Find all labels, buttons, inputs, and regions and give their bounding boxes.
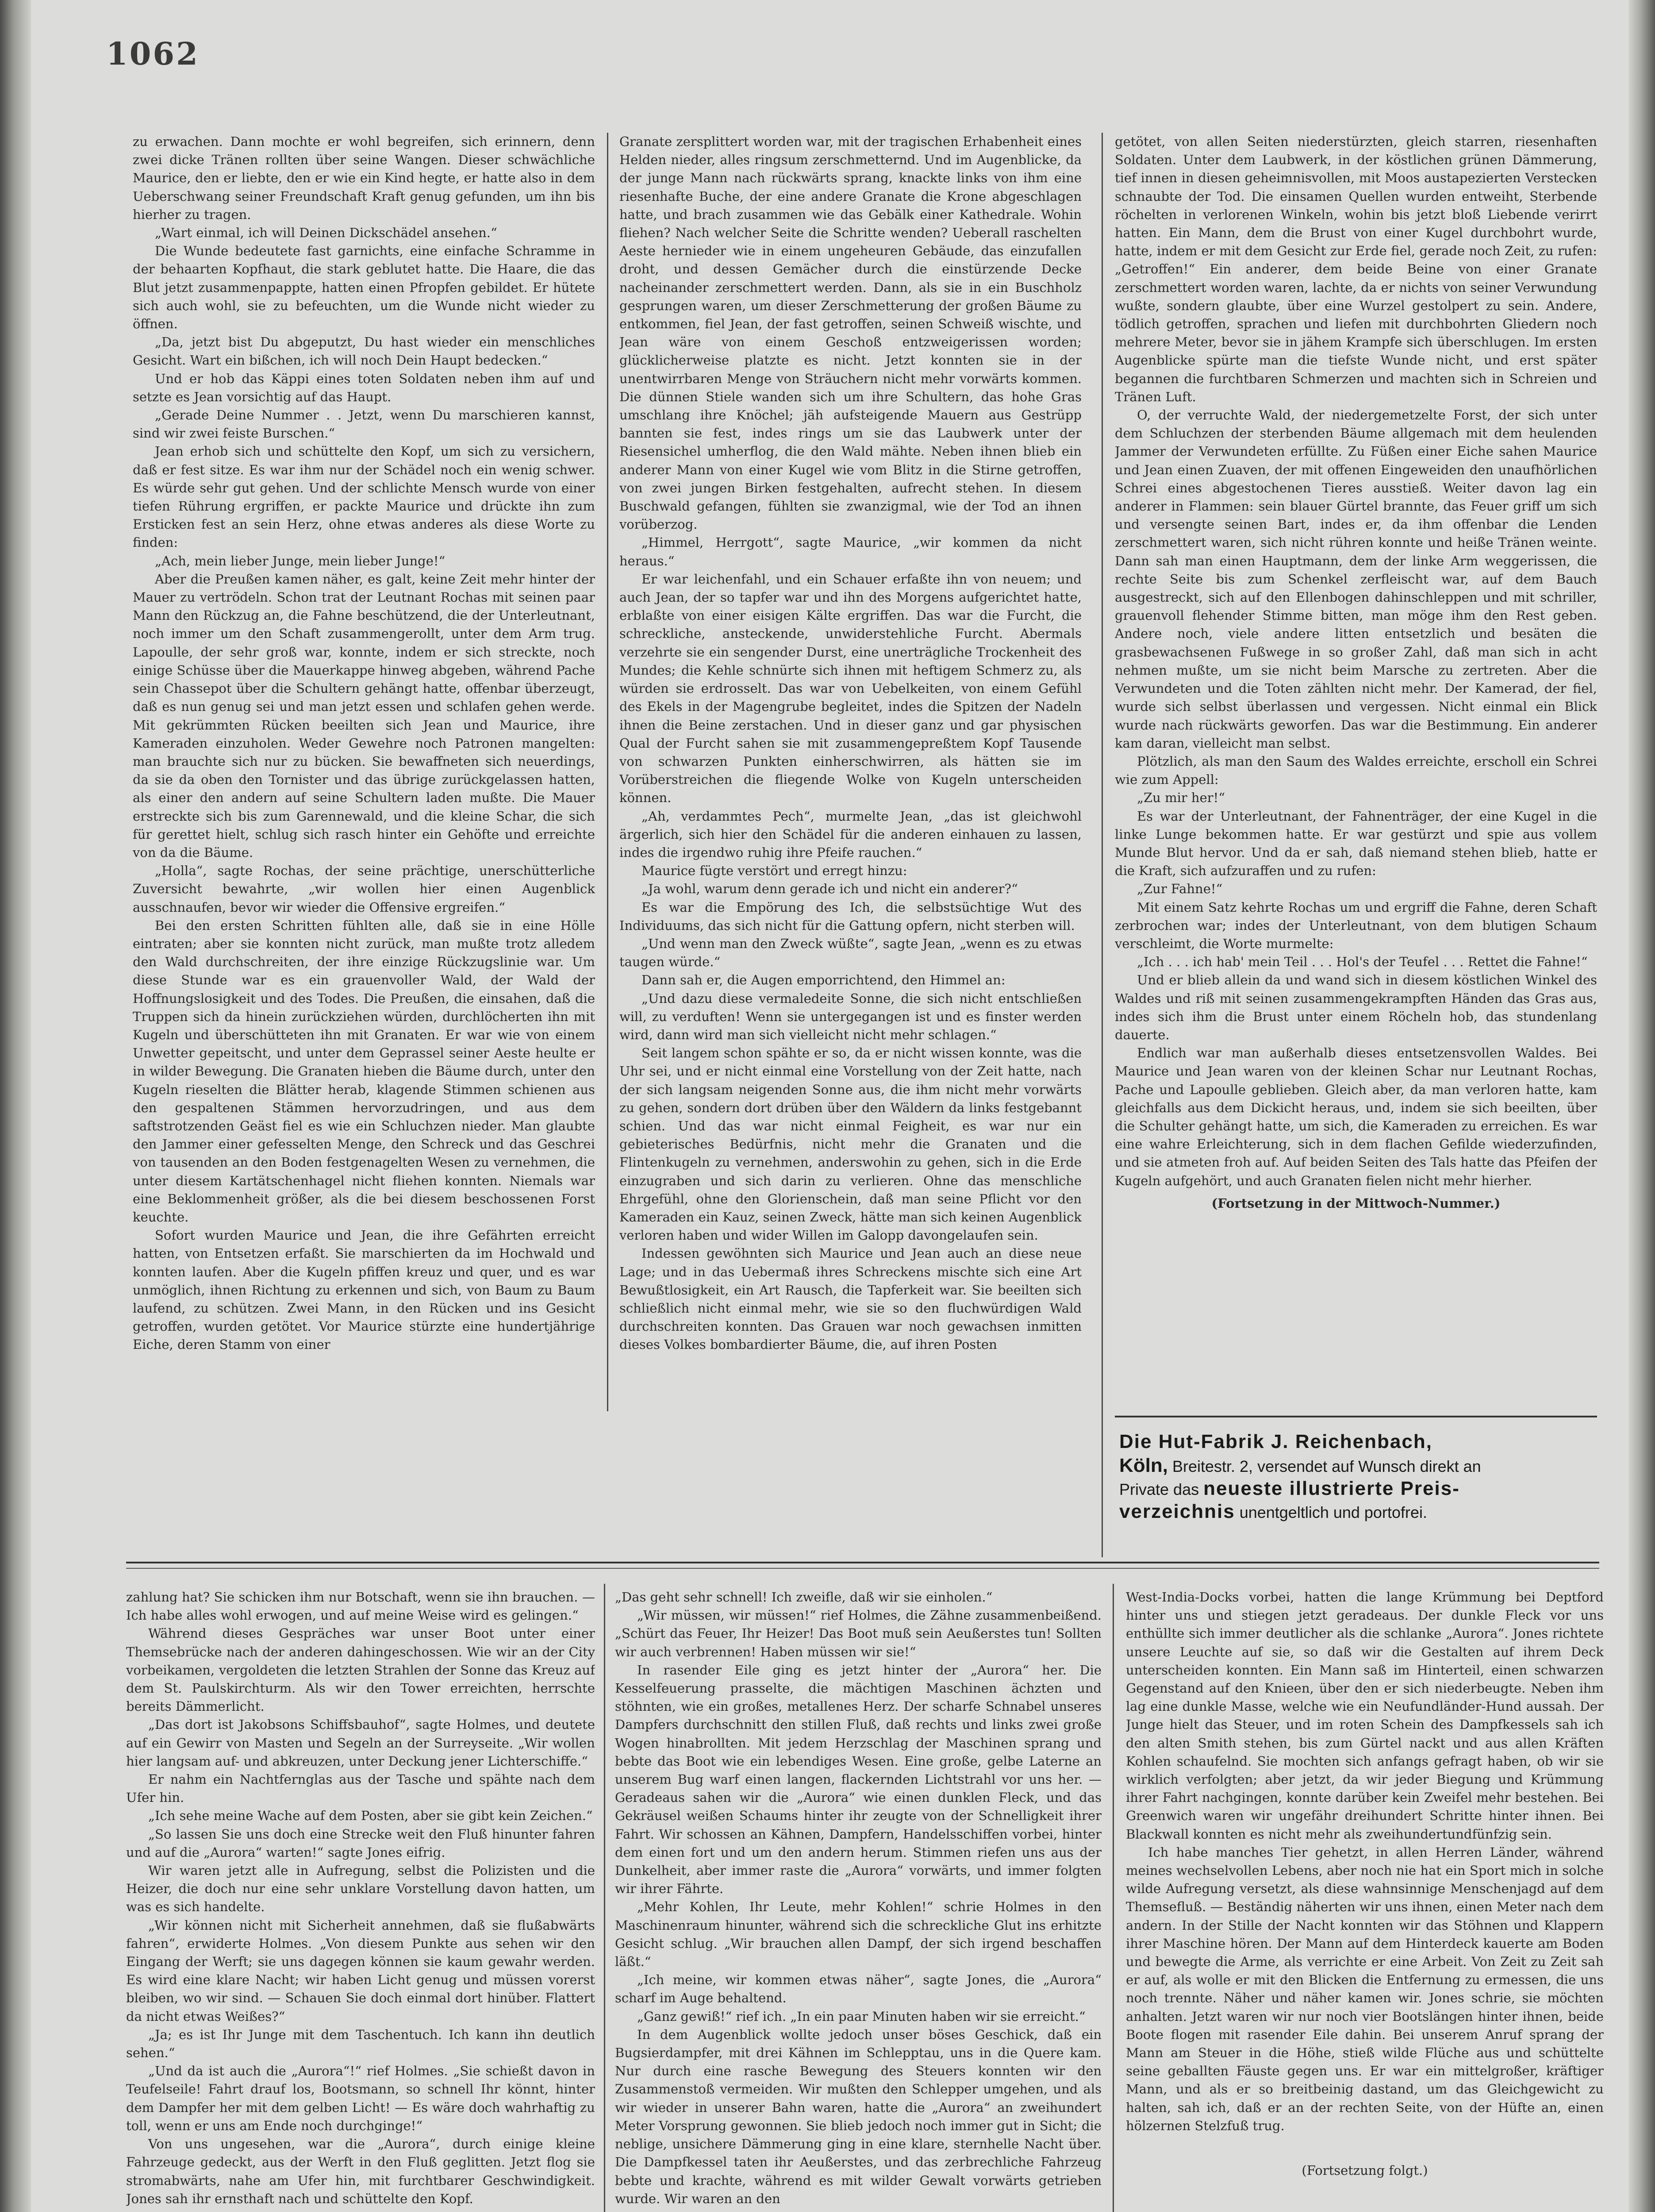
column-divider-1 bbox=[607, 133, 608, 1411]
paragraph: „Gerade Deine Nummer . . Jetzt, wenn Du marschieren kannst, sind wir zwei feiste Burschen.“ bbox=[133, 407, 595, 441]
ad-offer bbox=[1119, 1478, 1597, 1501]
ad-offer-bold: neueste illustrierte Preis- bbox=[1203, 1478, 1460, 1499]
paragraph: West-India-Docks vorbei, hatten die lange Krümmung bei Deptford hinter uns und stiegen jetzt geradeaus. Der dunkle Fleck vor uns enthüllte sich immer deutlicher als die schlanke „Aurora“. Jones richtete unsere Leuchte auf sie, so daß wir die Gestalten auf ihrem Deck unterscheiden konnten. Ein Mann saß im Hinterteil, einen schwarzen Gegenstand auf den Knieen, über den er sich niederbeugte. Neben ihm lag eine dunkle Masse, welche wie ein Neufundländer-Hund aussah. Der Junge hielt das Steuer, und im roten Schein des Dampfkessels sah ich den alten Smith stehen, bis zum Gürtel nackt und aus allen Kräften Kohlen schaufelnd. Sie mochten sich anfangs gefragt haben, ob wir sie wirklich verfolgten; aber jetzt, da wir jeder Biegung und Krümmung ihrer Fahrt nachgingen, konnte darüber kein Zweifel mehr bestehen. Bei Greenwich waren wir ungefähr dreihundert Schritte hinter ihnen. Bei Blackwall konnten es nicht mehr als zweihundertundfünfzig sein. bbox=[1126, 1590, 1604, 1842]
paragraph: Indessen gewöhnten sich Maurice und Jean auch an diese neue Lage; und in das Uebermaß ihres Schreckens mischte sich eine Art Bewußtlosigkeit, ein Art Rausch, die Tapferkeit war. Sie beeilten sich schließlich nicht einmal mehr, wie sie so den fluchwürdigen Wald durchschreiten konnten. Das Grauen war noch gewachsen inmitten dieses Volkes bombardierter Bäume, die, auf ihren Posten bbox=[619, 1246, 1082, 1352]
paragraph: Die Wunde bedeutete fast garnichts, eine einfache Schramme in der behaarten Kopfhaut, die stark geblutet hatte. Die Haare, die das Blut jetzt zusammenpappte, hatten einen Pfropfen gebildet. Er hütete sich auch wohl, sie zu befeuchten, um die Wunde nicht wieder zu öffnen. bbox=[133, 243, 595, 332]
upper-column-2 bbox=[619, 133, 1082, 1402]
ad-address bbox=[1119, 1455, 1597, 1478]
paragraph: Jean erhob sich und schüttelte den Kopf, um sich zu versichern, daß er fest sitze. Es war ihm nur der Schädel noch ein wenig schwer. Es würde sehr gut gehen. Und der schlichte Mensch wurde von einer tiefen Rührung ergriffen, er packte Maurice und drückte ihn zum Ersticken fest an sein Herz, ohne etwas anderes als diese Worte zu finden: bbox=[133, 444, 595, 550]
advertisement bbox=[1119, 1429, 1597, 1557]
column-divider-2 bbox=[1102, 133, 1103, 1557]
lower-column-2 bbox=[615, 1588, 1102, 2212]
paragraph: „Und da ist auch die „Aurora“!“ rief Holmes. „Sie schießt davon in Teufelseile! Fahrt drauf los, Bootsmann, so schnell Ihr könnt, hinter dem Dampfer her mit dem gelben Licht! — Es wäre doch wahrhaftig zu toll, wenn er uns am Ende noch durchginge!“ bbox=[126, 2063, 595, 2133]
ad-offer-end bbox=[1119, 1501, 1597, 1524]
paragraph: In rasender Eile ging es jetzt hinter der „Aurora“ her. Die Kesselfeuerung prasselte, die mächtigen Maschinen ächzten und stöhnten, wie ein großes, metallenes Herz. Der scharfe Schnabel unseres Dampfers durchschnitt den stillen Fluß, daß rechts und links zwei große Wogen hinabrollten. Mit jedem Herzschlag der Maschinen sprang und bebte das Boot wie ein lebendiges Wesen. Eine große, gelbe Laterne an unserem Bug warf einen langen, flackernden Lichtstrahl vor uns her. — Geradeaus sahen wir die „Aurora“ wie einen dunklen Fleck, und das Gekräusel weißen Schaums hinter ihr zeugte von der Schnelligkeit ihrer Fahrt. Wir schossen an Kähnen, Dampfern, Handelsschiffen vorbei, hinter dem einen fort und um den andern herum. Stimmen riefen uns aus der Dunkelheit, aber immer raste die „Aurora“ vorwärts, und immer folgten wir ihrer Fährte. bbox=[615, 1662, 1102, 1897]
paragraph: Und er blieb allein da und wand sich in diesem köstlichen Winkel des Waldes und riß mit seinen zusammengekrampften Händen das Gras aus, indes sich ihm die Brust unter einem Röcheln hob, das stundenlang dauerte. bbox=[1115, 972, 1597, 1042]
paragraph: „Ja wohl, warum denn gerade ich und nicht ein anderer?“ bbox=[641, 881, 1018, 897]
section-divider bbox=[126, 1562, 1599, 1569]
paragraph: „Ganz gewiß!“ rief ich. „In ein paar Minuten haben wir sie erreicht.“ bbox=[637, 2008, 1086, 2024]
paragraph: „Ach, mein lieber Junge, mein lieber Junge!“ bbox=[155, 553, 445, 568]
paragraph: „Wir müssen, wir müssen!“ rief Holmes, die Zähne zusammenbeißend. „Schürt das Feuer, Ihr Heizer! Das Boot muß sein Aeußerstes tun! Sollten wir auch verbrennen! Haben müssen wir sie!“ bbox=[615, 1608, 1102, 1659]
paragraph: Wir waren jetzt alle in Aufregung, selbst die Polizisten und die Heizer, die doch nur eine sehr unklare Vorstellung davon hatten, um was es sich handelte. bbox=[126, 1863, 595, 1915]
paragraph: Dann sah er, die Augen emporrichtend, den Himmel an: bbox=[641, 972, 1006, 988]
continuation-note: (Fortsetzung folgt.) bbox=[1302, 2163, 1428, 2178]
paragraph: Endlich war man außerhalb dieses entsetzensvollen Waldes. Bei Maurice und Jean waren von der kleinen Schar nur Leutnant Rochas, Pache und Lapoulle geblieben. Gleich aber, da man verloren hatte, kam gleichfalls aus dem Dickicht heraus, und, indem sie sich beeilten, über die Schulter gehängt hatte, um sich, die Kameraden zu erreichen. Es war eine wahre Erleichterung, sich in dem flachen Gefilde wiederzufinden, und sie atmeten froh auf. Auf beiden Seiten des Tals hatte das Pfeifen der Kugeln aufgehört, und auch Granaten fielen nicht mehr hierher. bbox=[1115, 1045, 1597, 1188]
ad-city: Köln, bbox=[1119, 1455, 1168, 1476]
paragraph: Von uns ungesehen, war die „Aurora“, durch einige kleine Fahrzeuge gedeckt, aus der Werft in den Fluß geglitten. Jetzt flog sie stromabwärts, nahe am Ufer hin, mit furchtbarer Geschwindigkeit. Jones sah ihr ernsthaft nach und schüttelte den Kopf. bbox=[126, 2136, 595, 2206]
scan-edge-right bbox=[1628, 0, 1655, 2212]
paragraph: „Holla“, sagte Rochas, der seine prächtige, unerschütterliche Zuversicht bewahrte, „wir wollen hier einen Augenblick ausschnaufen, bevor wir wieder die Offensive ergreifen.“ bbox=[133, 863, 595, 915]
paragraph: Sofort wurden Maurice und Jean, die ihre Gefährten erreicht hatten, von Entsetzen erfaßt. Sie marschierten da im Hochwald und konnten laufen. Aber die Kugeln pfiffen kreuz und quer, und es war unmöglich, ihnen Richtung zu erkennen und sich, von Baum zu Baum laufend, zu schützen. Zwei Mann, in den Rücken und ins Gesicht getroffen, wurden getötet. Vor Maurice stürzte eine hundertjährige Eiche, deren Stamm von einer bbox=[133, 1228, 595, 1352]
paragraph: „Ja; es ist Ihr Junge mit dem Taschentuch. Ich kann ihn deutlich sehen.“ bbox=[126, 2027, 595, 2061]
paragraph: „Da, jetzt bist Du abgeputzt, Du hast wieder ein menschliches Gesicht. Wart ein bißchen, ich will noch Dein Haupt bedecken.“ bbox=[133, 334, 595, 368]
paragraph: „Und wenn man den Zweck wüßte“, sagte Jean, „wenn es zu etwas taugen würde.“ bbox=[619, 936, 1082, 970]
paragraph: In dem Augenblick wollte jedoch unser böses Geschick, daß ein Bugsierdampfer, mit drei Kähnen im Schlepptau, uns in die Quere kam. Nur durch eine rasche Bewegung des Steuers konnten wir den Zusammenstoß vermeiden. Wir mußten den Schlepper umgehen, und als wir wieder in unserer Bahn waren, hatte die „Aurora“ an zweihundert Meter Vorsprung gewonnen. Sie blieb jedoch noch immer gut in Sicht; die neblige, unsichere Dämmerung ging in eine klare, sternhelle Nacht über. Die Dampfkessel taten ihr Aeußerstes, und das zerbrechliche Fahrzeug bebte und krachte, während es mit wilder Gewalt vorwärts getrieben wurde. Wir waren an den bbox=[615, 2027, 1102, 2206]
upper-column-3 bbox=[1115, 133, 1597, 1405]
paragraph: „Mehr Kohlen, Ihr Leute, mehr Kohlen!“ schrie Holmes in den Maschinenraum hinunter, während sich die schreckliche Glut ins erhitzte Gesicht schlug. „Wir brauchen allen Dampf, der sich irgend beschaffen läßt.“ bbox=[615, 1899, 1102, 1970]
paragraph: zu erwachen. Dann mochte er wohl begreifen, sich erinnern, denn zwei dicke Tränen rollten über seine Wangen. Dieser schwächliche Maurice, den er liebte, den er wie ein Kind hegte, er hatte also in dem Ueberschwang seiner Freundschaft Kraft genug gefunden, um ihn bis hierher zu tragen. bbox=[133, 134, 595, 222]
ad-address-rest: Breitestr. 2, versendet auf Wunsch direkt an bbox=[1167, 1457, 1481, 1475]
paragraph: Er war leichenfahl, und ein Schauer erfaßte ihn von neuem; und auch Jean, der so tapfer war und ihn des Morgens aufgerichtet hatte, erblaßte von einer eisigen Kälte ergriffen. Das war die Furcht, die schreckliche, ansteckende, unwiderstehliche Furcht. Abermals verzehrte sie ein sengender Durst, eine unerträgliche Trockenheit des Mundes; die Kehle schnürte sich ihnen mit heftigem Schmerz zu, als würden sie erdrosselt. Das war von Uebelkeiten, von einem Gefühl des Ekels in der Magengrube begleitet, indes die Spitzen der Nadeln ihnen die Beine zerstachen. Und in dieser ganz und gar physischen Qual der Furcht sahen sie mit zusammengepreßtem Kopf Tausende von schwarzen Punkten einherschwirren, als hätten sie im Vorüberstreichen die fliegende Wolke von Kugeln unterscheiden können. bbox=[619, 571, 1082, 806]
column-divider-4 bbox=[1113, 1584, 1114, 2212]
ad-offer-bold-2: verzeichnis bbox=[1119, 1501, 1235, 1522]
paragraph: Ich habe manches Tier gehetzt, in allen Herren Länder, während meines wechselvollen Lebens, aber noch nie hat ein Sport mich in solche wilde Aufregung versetzt, als diese wahnsinnige Menschenjagd auf dem Themsefluß. — Beständig näherten wir uns ihnen, einen Meter nach dem andern. In der Stille der Nacht konnten wir das Stöhnen und Klappern ihrer Maschine hören. Der Mann auf dem Hinterdeck kauerte am Boden und bewegte die Arme, als verrichte er eine Arbeit. Von Zeit zu Zeit sah er auf, als wolle er mit den Blicken die Entfernung zu ermessen, die uns noch trennte. Näher und näher kamen wir. Jones schrie, sie möchten anhalten. Jetzt waren wir nur noch vier Bootslängen hinter ihnen, beide Boote flogen mit rasender Eile dahin. Bei unserem Anruf sprang der Mann am Steuer in die Höhe, stieß wilde Flüche aus und schüttelte seine geballten Fäuste gegen uns. Er war ein mittelgroßer, kräftiger Mann, und als er so breitbeinig dastand, um das Gleichgewicht zu halten, sah ich, daß er an der rechten Seite, von der Hüfte an, einen hölzernen Stelzfuß trug. bbox=[1126, 1844, 1604, 2133]
paragraph: „Ah, verdammtes Pech“, murmelte Jean, „das ist gleichwohl ärgerlich, sich hier den Schädel für die anderen einhauen zu lassen, indes die irgendwo ruhig ihre Pfeife rauchen.“ bbox=[619, 808, 1082, 860]
paragraph: „Das geht sehr schnell! Ich zweifle, daß wir sie einholen.“ bbox=[615, 1590, 993, 1605]
paragraph: Bei den ersten Schritten fühlten alle, daß sie in eine Hölle eintraten; aber sie konnten nicht zurück, man mußte trotz alledem den Wald durchschreiten, der ihre einzige Rückzugslinie war. Um diese Stunde war es ein grauenvoller Wald, der Wald der Hoffnungslosigkeit und des Todes. Die Preußen, die einsahen, daß die Truppen sich da hinein zurückziehen würden, durchlöcherten ihn mit Kugeln und überschütteten ihn mit Granaten. Er war wie von einem Unwetter gepeitscht, und unter dem Geprassel seiner Aeste heulte er in wilder Bewegung. Die Granaten hieben die Bäume durch, unter den Kugeln rieselten die Blätter herab, klagende Stimmen schienen aus den gespaltenen Stämmen hervorzudringen, und aus dem saftstrotzenden Geäst fiel es wie ein Schluchzen nieder. Man glaubte den Jammer einer gefesselten Menge, den Schreck und das Geschrei von tausenden an den Boden festgenagelten Wesen zu vernehmen, die unter diesem Kartätschenhagel nicht fliehen konnten. Niemals war eine Beklommenheit größer, als die bei diesem beschossenen Forst keuchte. bbox=[133, 918, 595, 1225]
paragraph: „Zur Fahne!“ bbox=[1137, 881, 1223, 897]
paragraph: Es war der Unterleutnant, der Fahnenträger, der eine Kugel in die linke Lunge bekommen hatte. Er war gestürzt und spie aus vollem Munde Blut hervor. Und da er sah, daß niemand stehen blieb, hatte er die Kraft, sich aufzuraffen und zu rufen: bbox=[1115, 808, 1597, 879]
lower-column-3 bbox=[1126, 1588, 1604, 2212]
paragraph: Während dieses Gespräches war unser Boot unter einer Themsebrücke nach der anderen dahingeschossen. Wie wir an der City vorbeikamen, vergoldeten die letzten Strahlen der Sonne das Kreuz auf dem St. Paulskirchturm. Als wir den Tower erreichten, herrschte bereits Dämmerlicht. bbox=[126, 1626, 595, 1714]
upper-column-1 bbox=[133, 133, 595, 1407]
advertisement-top-rule bbox=[1115, 1416, 1597, 1417]
paragraph: Mit einem Satz kehrte Rochas um und ergriff die Fahne, deren Schaft zerbrochen war; indes der Unterleutnant, von dem blutigen Schaum verschleimt, die Worte murmelte: bbox=[1115, 899, 1597, 951]
paragraph: Granate zersplittert worden war, mit der tragischen Erhabenheit eines Helden nieder, alles ringsum zerschmetternd. Und im Augenblicke, da der junge Mann nach rückwärts sprang, knackte links von ihm eine riesenhafte Buche, der eine andere Granate die Krone abgeschlagen hatte, und brach zusammen wie das Gebälk einer Kathedrale. Wohin fliehen? Nach welcher Seite die Schritte wenden? Ueberall raschelten Aeste hernieder wie in einem ungeheuren Gebäude, das einzufallen droht, und dessen Gemächer durch die einstürzende Decke nacheinander zerschmettert werden. Dann, als sie in ein Buschholz gesprungen waren, um dieser Zerschmetterung der großen Bäume zu entkommen, fiel Jean, der fast getroffen, seinen Schweiß wischte, und Jean wäre von einem Geschoß entzweigerissen worden; glücklicherweise platzte es nicht. Jetzt konnten sie in der unentwirrbaren Menge von Sträuchern nicht mehr vorwärts kommen. Die dünnen Stiele wanden sich um ihre Schultern, das hohe Gras umschlang ihre Knöchel; jäh aufsteigende Mauern aus Gestrüpp bannten sie fest, indes rings um sie das Laubwerk unter der Riesensichel umherflog, die den Wald mähte. Neben ihnen blieb ein anderer Mann von einer Kugel wie vom Blitz in die Stirne getroffen, von zwei jungen Birken festgehalten, aufrecht stehen. In diesem Buschwald gefangen, fühlten sie zwanzigmal, wie der Tod an ihnen vorüberzog. bbox=[619, 134, 1082, 532]
paragraph: Er nahm ein Nachtfernglas aus der Tasche und spähte nach dem Ufer hin. bbox=[126, 1772, 595, 1805]
paragraph: O, der verruchte Wald, der niedergemetzelte Forst, der sich unter dem Schluchzen der sterbenden Bäume allgemach mit dem heulenden Jammer der Verwundeten erfüllte. Zu Füßen einer Eiche sahen Maurice und Jean einen Zuaven, der mit offenen Eingeweiden den unaufhörlichen Schrei eines abgestochenen Tieres ausstieß. Weiter davon lag ein anderer in Flammen: sein blauer Gürtel brannte, das Feuer griff um sich und versengte seinen Bart, indes er, da ihm offenbar die Lenden zerschmettert waren, sich nicht rühren konnte und heiße Tränen weinte. Dann sah man einen Hauptmann, dem der linke Arm weggerissen, die rechte Seite bis zum Schenkel zerfleischt war, auf dem Bauch ausgestreckt, sich auf den Ellenbogen dahinschleppen und mit schriller, grauenvoll flehender Stimme bitten, man möge ihm den Rest geben. Andere noch, viele andere litten entsetzlich und besäten die grasbewachsenen Fußwege in so großer Zahl, daß man sich in acht nehmen mußte, um sie nicht beim Marsche zu zertreten. Aber die Verwundeten und die Toten zählten nicht mehr. Der Kamerad, der fiel, wurde sich selbst überlassen und vergessen. Nicht einmal ein Blick wurde nach rückwärts geworfen. Das war die Bestimmung. Ein anderer kam daran, vielleicht man selbst. bbox=[1115, 407, 1597, 751]
ad-offer-pre: Private das bbox=[1119, 1480, 1204, 1498]
paragraph: getötet, von allen Seiten niederstürzten, gleich starren, riesenhaften Soldaten. Unter dem Laubwerk, in der köstlichen grünen Dämmerung, tief innen in diesen geheimnisvollen, mit Moos austapezierten Verstecken schnaubte der Tod. Die einsamen Quellen wurden entweiht, Sterbende röchelten in verlorenen Winkeln, wohin bis jetzt bloß Liebende verirrt hatten. Ein Mann, dem die Brust von einer Kugel durchbohrt wurde, hatte, indem er mit dem Gesicht zur Erde fiel, gerade noch Zeit, zu rufen: „Getroffen!“ Ein anderer, dem beide Beine von einer Granate zerschmettert worden waren, lachte, da er nichts von seiner Verwundung wußte, sondern glaubte, über eine Wurzel gestolpert zu sein. Andere, tödlich getroffen, sprachen und liefen mit durchbohrten Gliedern noch mehrere Meter, bevor sie in jähem Krampfe sich überschlugen. Im ersten Augenblicke spürte man die tiefste Wunde nicht, und erst später begannen die furchtbaren Schmerzen und machten sich in Schreien und Tränen Luft. bbox=[1115, 134, 1597, 404]
paragraph: Und er hob das Käppi eines toten Soldaten neben ihm auf und setzte es Jean vorsichtig auf das Haupt. bbox=[133, 371, 595, 404]
paragraph: „Wir können nicht mit Sicherheit annehmen, daß sie flußabwärts fahren“, erwiderte Holmes. „Von diesem Punkte aus sehen wir den Eingang der Werft; sie uns dagegen können sie kaum gewahr werden. Es wird eine klare Nacht; wir haben Licht genug und müssen vorerst bleiben, wo wir sind. — Schauen Sie doch einmal dort hinüber. Flattert da nicht etwas Weißes?“ bbox=[126, 1917, 595, 2024]
paragraph: Plötzlich, als man den Saum des Waldes erreichte, erscholl ein Schrei wie zum Appell: bbox=[1115, 753, 1597, 787]
scan-edge-left bbox=[0, 0, 31, 2212]
paragraph: „Das dort ist Jakobsons Schiffsbauhof“, sagte Holmes, und deutete auf ein Gewirr von Masten und Segeln an der Surreyseite. „Wir wollen hier langsam auf- und abkreuzen, unter Deckung jener Lichterschiffe.“ bbox=[126, 1717, 595, 1769]
paragraph: „Und dazu diese vermaledeite Sonne, die sich nicht entschließen will, zu verduften! Wenn sie untergegangen ist und es finster werden wird, dann wird man sich vielleicht nicht mehr schlagen.“ bbox=[619, 991, 1082, 1042]
page-number: 1062 bbox=[106, 35, 200, 72]
paragraph: „Wart einmal, ich will Deinen Dickschädel ansehen.“ bbox=[155, 225, 497, 241]
column-divider-3 bbox=[604, 1584, 605, 2212]
continuation-note: (Fortsetzung in der Mittwoch-Nummer.) bbox=[1211, 1195, 1501, 1211]
paragraph: „Himmel, Herrgott“, sagte Maurice, „wir kommen da nicht heraus.“ bbox=[619, 535, 1082, 568]
ad-offer-rest: unentgeltlich und portofrei. bbox=[1235, 1503, 1427, 1521]
paragraph: Es war die Empörung des Ich, die selbstsüchtige Wut des Individuums, das sich nicht für die Gattung opfern, nicht sterben will. bbox=[619, 899, 1082, 933]
paragraph: „Ich . . . ich hab' mein Teil . . . Hol's der Teufel . . . Rettet die Fahne!“ bbox=[1137, 954, 1588, 970]
paragraph: „Ich meine, wir kommen etwas näher“, sagte Jones, die „Aurora“ scharf im Auge behaltend. bbox=[615, 1972, 1102, 2006]
paragraph: „Zu mir her!“ bbox=[1137, 790, 1225, 806]
paragraph: Maurice fügte verstört und erregt hinzu: bbox=[641, 863, 907, 879]
paragraph: „Ich sehe meine Wache auf dem Posten, aber sie gibt kein Zeichen.“ bbox=[148, 1808, 593, 1824]
paragraph: Seit langem schon spähte er so, da er nicht wissen konnte, was die Uhr sei, und er nicht einmal eine Vorstellung von der Zeit hatte, nach der sich langsam neigenden Sonne aus, die ihm nicht mehr vorwärts zu gehen, sondern dort drüben über den Wäldern da links festgebannt schien. Und das war nicht einmal Feigheit, es war nur ein gebieterisches Bedürfnis, nicht mehr die Granaten und die Flintenkugeln zu vernehmen, anderswohin zu gehen, sich in die Erde einzugraben und sich darin zu verlieren. Ohne das menschliche Ehrgefühl, ohne den Glorienschein, daß man seine Pflicht vor den Kameraden ein Kauz, seinen Zweck, hätte man sich keinen Augenblick verloren haben und wider Willen im Galopp davongelaufen sein. bbox=[619, 1045, 1082, 1243]
paragraph: Aber die Preußen kamen näher, es galt, keine Zeit mehr hinter der Mauer zu vertrödeln. Schon trat der Leutnant Rochas mit seinen paar Mann den Rückzug an, die Fahne beschützend, die der Unterleutnant, noch immer um den Schaft zusammengerollt, unter dem Arm trug. Lapoulle, der sehr groß war, konnte, indem er sich streckte, noch einige Schüsse über die Mauerkappe hinweg abgeben, während Pache sein Chassepot über die Schultern gehängt hatte, offenbar überzeugt, daß es nun genug sei und man jetzt essen und schlafen gehen werde. Mit gekrümmten Rücken beeilten sich Jean und Maurice, ihre Kameraden einzuholen. Weder Gewehre noch Patronen mangelten: man brauchte sich nur zu bücken. Sie bewaffneten sich neuerdings, da sie da oben den Tornister und das übrige zurückgelassen hatten, als einer den andern auf seine Schultern laden mußte. Die Mauer erstreckte sich bis zum Garennewald, und die kleine Schar, die sich für gerettet hielt, schlug sich rasch hinter ein Gehöfte und erreichte von da die Bäume. bbox=[133, 571, 595, 860]
paragraph: „So lassen Sie uns doch eine Strecke weit den Fluß hinunter fahren und auf die „Aurora“ warten!“ sagte Jones eifrig. bbox=[126, 1826, 595, 1860]
lower-column-1 bbox=[126, 1588, 595, 2212]
ad-headline: Die Hut-Fabrik J. Reichenbach, bbox=[1119, 1431, 1432, 1452]
paragraph: zahlung hat? Sie schicken ihm nur Botschaft, wenn sie ihn brauchen. — Ich habe alles wohl erwogen, und auf meine Weise wird es gelingen.“ bbox=[126, 1590, 595, 1623]
